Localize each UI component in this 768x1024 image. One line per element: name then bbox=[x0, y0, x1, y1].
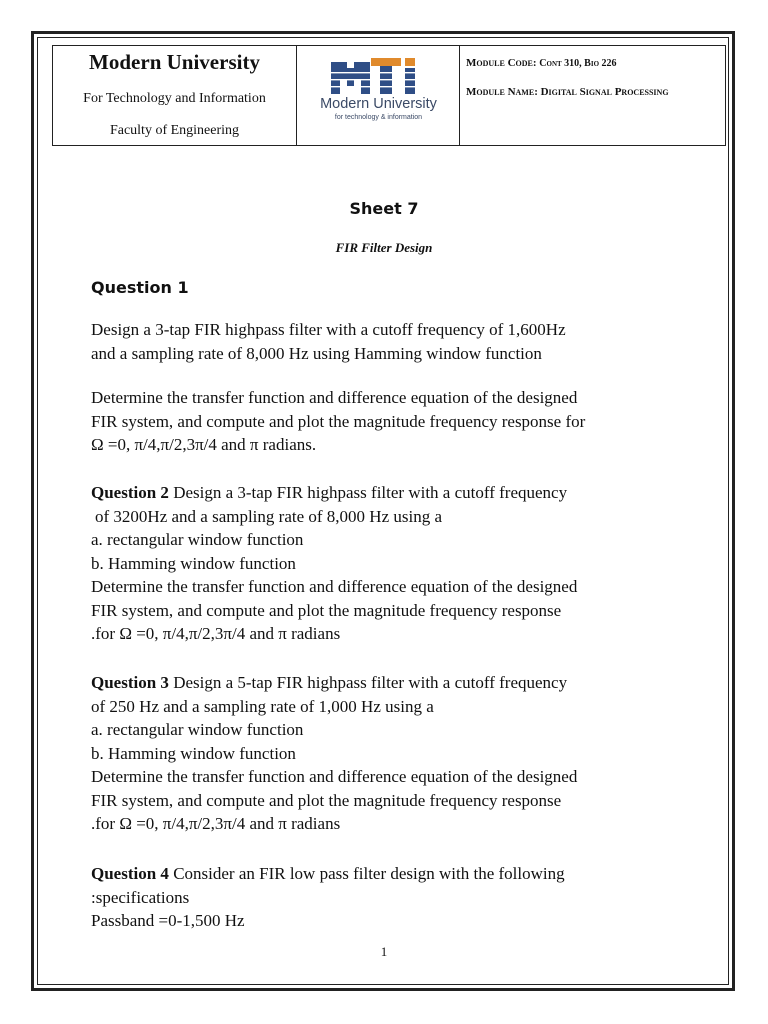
text-line: of 3200Hz and a sampling rate of 8,000 Hz using a bbox=[95, 506, 442, 526]
text-line: Question 2 Design a 3-tap FIR highpass filter with a cutoff frequency bbox=[91, 483, 568, 502]
module-code-value: Cont 310, Bio 226 bbox=[539, 58, 617, 69]
text-line: Design a 3-tap FIR highpass filter with a cutoff frequency of 1,600Hz bbox=[91, 320, 566, 339]
university-name: Modern University bbox=[89, 50, 260, 74]
text-line: .for Ω =0, π/4,π/2,3π/4 and π radians bbox=[91, 814, 341, 833]
text-line: Determine the transfer function and difference equation of the designed bbox=[91, 767, 578, 786]
mti-logo-icon bbox=[325, 54, 425, 96]
sheet-subtitle: FIR Filter Design bbox=[335, 240, 433, 255]
university-cell bbox=[53, 46, 297, 145]
text-line: FIR system, and compute and plot the magnitude frequency response for bbox=[91, 411, 586, 431]
question-2-label: Question 2 bbox=[91, 483, 169, 502]
module-name-label: Module Name: bbox=[466, 86, 538, 98]
text-line: b. Hamming window function bbox=[91, 743, 296, 763]
text-line: and a sampling rate of 8,000 Hz using Hamming window function bbox=[91, 343, 542, 363]
module-name bbox=[466, 85, 725, 99]
question-1-heading: Question 1 bbox=[91, 278, 189, 297]
text-line: .for Ω =0, π/4,π/2,3π/4 and π radians bbox=[91, 624, 341, 643]
text-line: Question 3 Design a 5-tap FIR highpass filter with a cutoff frequency bbox=[91, 673, 568, 692]
text-line: Determine the transfer function and difference equation of the designed bbox=[91, 388, 578, 407]
question-4 bbox=[91, 862, 711, 933]
text-line: FIR system, and compute and plot the magnitude frequency response bbox=[91, 600, 562, 620]
text-line: of 250 Hz and a sampling rate of 1,000 Hz using a bbox=[91, 696, 434, 716]
question-1-paragraph-1 bbox=[91, 318, 711, 365]
text-line: Passband =0-1,500 Hz bbox=[91, 911, 245, 930]
text-line: a. rectangular window function bbox=[91, 530, 304, 549]
logo-wordmark: Modern University bbox=[320, 96, 437, 112]
page-number: 1 bbox=[380, 944, 388, 959]
module-cell bbox=[460, 46, 725, 145]
sheet-title: Sheet 7 bbox=[349, 199, 419, 218]
question-2 bbox=[91, 481, 711, 646]
question-1-paragraph-2 bbox=[91, 386, 711, 457]
text-line: Determine the transfer function and difference equation of the designed bbox=[91, 577, 578, 596]
faculty-name: Faculty of Engineering bbox=[109, 123, 240, 138]
text-line: Question 4 Consider an FIR low pass filter design with the following bbox=[91, 864, 565, 883]
text-line: a. rectangular window function bbox=[91, 720, 304, 739]
header-table bbox=[52, 45, 726, 146]
module-code-label: Module Code: bbox=[466, 57, 537, 69]
question-4-label: Question 4 bbox=[91, 864, 169, 883]
logo-tagline: for technology & information bbox=[334, 114, 423, 121]
text-line: b. Hamming window function bbox=[91, 553, 296, 573]
question-3 bbox=[91, 671, 711, 836]
university-subtitle: For Technology and Information bbox=[83, 91, 266, 106]
logo-cell bbox=[297, 46, 460, 145]
module-code bbox=[466, 56, 725, 71]
module-name-value: Digital Signal Processing bbox=[540, 86, 669, 98]
text-line: Ω =0, π/4,π/2,3π/4 and π radians. bbox=[91, 435, 317, 454]
question-3-label: Question 3 bbox=[91, 673, 169, 692]
text-line: :specifications bbox=[91, 887, 190, 907]
text-line: FIR system, and compute and plot the magnitude frequency response bbox=[91, 790, 562, 810]
